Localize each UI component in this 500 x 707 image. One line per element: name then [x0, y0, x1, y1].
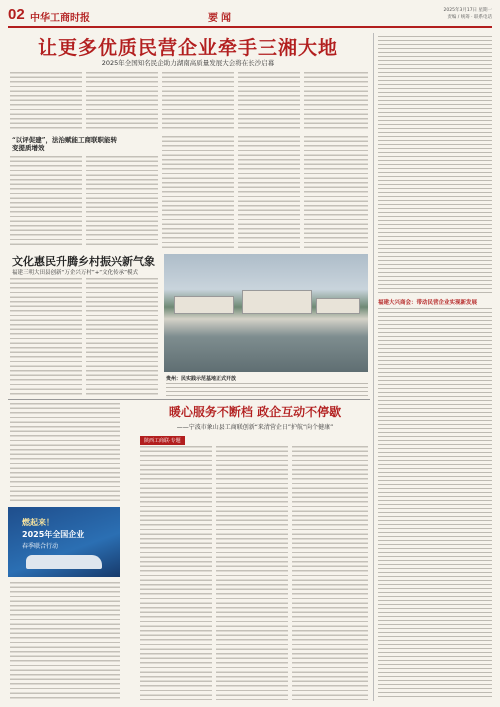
- middle-text-col-2: [216, 446, 288, 700]
- culture-headline: 文化惠民升腾乡村振兴新气象: [12, 255, 155, 268]
- masthead: [8, 6, 492, 28]
- banner-line-1: 燃起来！: [22, 518, 54, 527]
- culture-subhead: 福建三明大田县创新“万企兴万村”+“文化传承”模式: [12, 270, 139, 276]
- lead-subhead: 2025年全国知名民企助力湖南高质量发展大会将在长沙启幕: [101, 59, 275, 67]
- right-text-lower: [378, 308, 492, 700]
- right-column-headline: 福建大兴商会：带动民营企业实现新发展: [378, 300, 478, 306]
- lead-text-col-5b: [304, 136, 368, 248]
- banner-line-2: 2025年全国企业: [22, 530, 85, 539]
- page-number: 02: [8, 6, 25, 23]
- left-bottom-text: [10, 582, 120, 700]
- car-image: [26, 555, 102, 569]
- quote-text-col-2: [86, 156, 158, 248]
- left-lower-text: [10, 403, 120, 503]
- lead-text-col-3: [162, 72, 234, 132]
- news-photo: [164, 254, 368, 372]
- lead-headline: 让更多优质民营企业牵手三湘大地: [37, 37, 338, 59]
- dateline: [444, 7, 492, 21]
- lead-text-col-2: [86, 72, 158, 132]
- photo-caption-text: [166, 383, 368, 397]
- culture-text-col-1: [10, 278, 82, 396]
- middle-subhead: ——宁波市象山县工商联创新“来清营企日”护航“向个健康”: [176, 424, 334, 431]
- promo-banner: [8, 507, 120, 577]
- quote-article-headline: “以评促建”，法治赋能工商联职能转变提质增效: [12, 136, 117, 152]
- photo-caption: 贵州：民实践示范基地正式开放: [166, 376, 237, 382]
- right-text-upper: [378, 36, 492, 294]
- lead-text-col-3b: [162, 136, 234, 248]
- dateline-date: 2025年3月17日 星期一: [443, 8, 492, 13]
- lead-text-col-4: [238, 72, 300, 132]
- middle-headline: 暖心服务不断档 政企互动不停歇: [168, 405, 342, 419]
- dateline-editor: 责编 / 统筹 · 联系电话: [447, 15, 492, 20]
- banner-line-3: 春季联合行动: [22, 543, 59, 550]
- lead-text-col-1: [10, 72, 82, 132]
- culture-text-col-2: [86, 278, 158, 396]
- paper-name: 中华工商时报: [30, 13, 90, 24]
- section-name: 要闻: [208, 13, 234, 24]
- lead-text-col-5: [304, 72, 368, 132]
- middle-tag: 陕西工商联·专题: [140, 436, 185, 445]
- middle-text-col-3: [292, 446, 368, 700]
- middle-text-col-1: [140, 446, 212, 700]
- lead-text-col-4b: [238, 136, 300, 248]
- quote-text-col-1: [10, 156, 82, 246]
